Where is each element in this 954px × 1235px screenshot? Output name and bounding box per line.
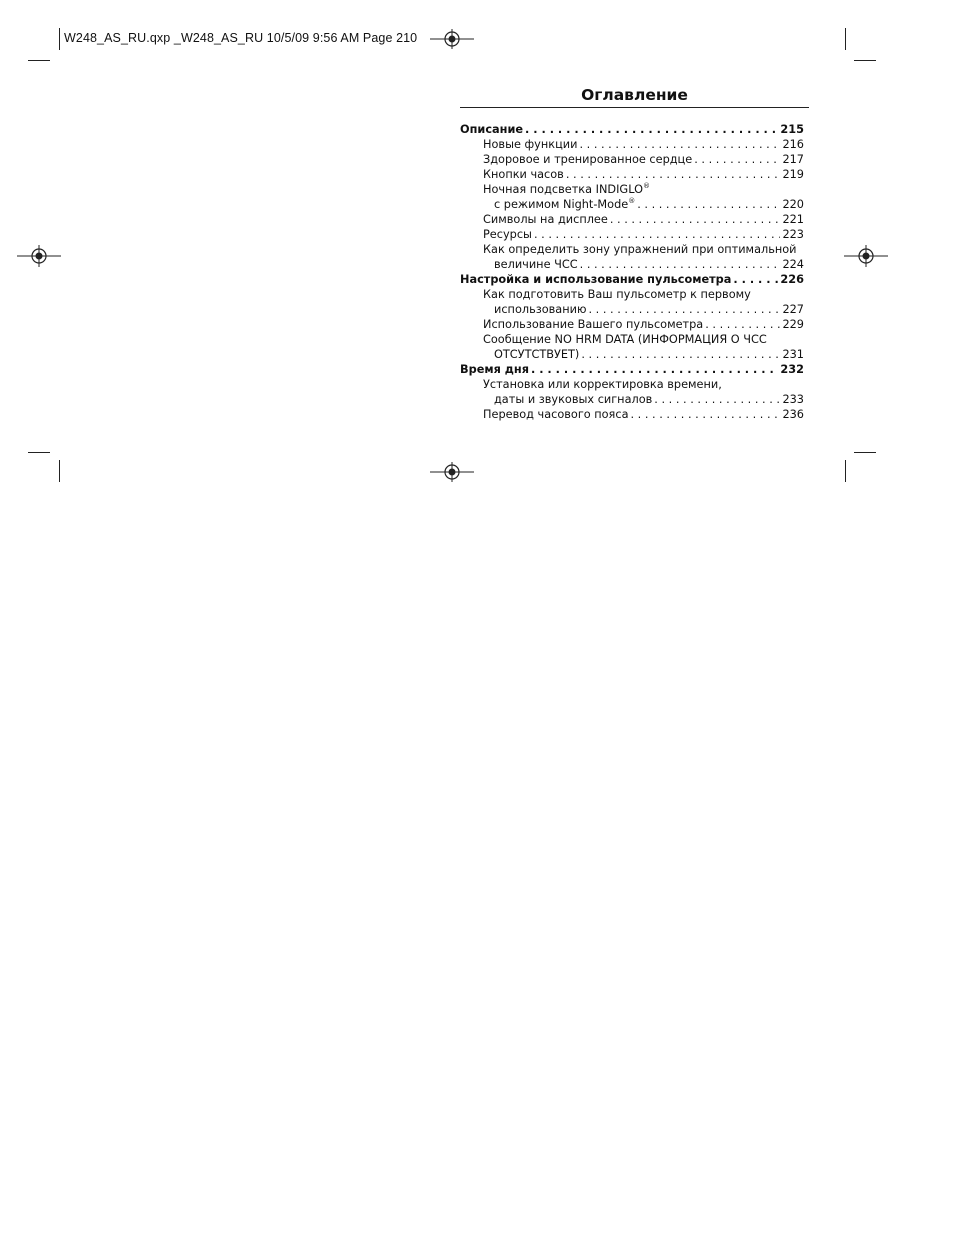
toc-section-label: Описание — [460, 123, 524, 136]
toc-page-number: 216 — [782, 138, 804, 151]
crop-mark — [854, 452, 876, 453]
toc-page-number: 231 — [782, 348, 804, 361]
crop-mark — [28, 60, 50, 61]
leader-dots — [610, 212, 781, 227]
toc-item-label: Ночная подсветка INDIGLO — [483, 183, 643, 196]
crop-mark — [59, 460, 60, 482]
toc-item-label: Как подготовить Ваш пульсометр к первому — [483, 288, 751, 301]
toc-item-first-line[interactable] — [460, 242, 809, 257]
crop-mark — [845, 460, 846, 482]
toc-item[interactable] — [460, 347, 804, 362]
toc-item[interactable] — [460, 227, 804, 242]
toc-item-first-line[interactable] — [460, 287, 809, 302]
table-of-contents — [460, 86, 809, 422]
toc-item-label-continued: величине ЧСС — [494, 258, 578, 271]
toc-page-number: 232 — [780, 363, 804, 376]
toc-item[interactable] — [460, 392, 804, 407]
crop-mark — [854, 60, 876, 61]
toc-item[interactable] — [460, 257, 804, 272]
toc-section-label: Время дня — [460, 363, 529, 376]
toc-item-label: Как определить зону упражнений при оптимальной — [483, 243, 797, 256]
leader-dots — [588, 302, 780, 317]
toc-item-first-line[interactable] — [460, 332, 809, 347]
toc-item-label-continued — [494, 197, 635, 212]
toc-item-label: Кнопки часов — [483, 168, 564, 181]
leader-dots — [705, 317, 780, 332]
toc-page-number: 223 — [782, 228, 804, 241]
toc-item-first-line[interactable] — [460, 377, 809, 392]
toc-item[interactable] — [460, 212, 804, 227]
toc-item-label: Новые функции — [483, 138, 578, 151]
toc-item[interactable] — [460, 317, 804, 332]
toc-item-label: Здоровое и тренированное сердце — [483, 153, 693, 166]
toc-list — [460, 122, 809, 422]
toc-title: Оглавление — [460, 86, 809, 108]
toc-item-label: Сообщение NO HRM DATA (ИНФОРМАЦИЯ О ЧСС — [483, 333, 767, 346]
toc-page-number: 215 — [780, 123, 804, 136]
toc-item-label: Символы на дисплее — [483, 213, 608, 226]
toc-page-number: 227 — [782, 303, 804, 316]
leader-dots — [654, 392, 780, 407]
toc-page-number: 217 — [782, 153, 804, 166]
toc-item[interactable] — [460, 152, 804, 167]
toc-page-number: 220 — [782, 198, 804, 211]
toc-page-number: 224 — [782, 258, 804, 271]
toc-item-label: Установка или корректировка времени, — [483, 378, 722, 391]
toc-item[interactable] — [460, 302, 804, 317]
registration-mark-icon — [17, 245, 61, 267]
registered-mark: ® — [642, 182, 650, 191]
toc-page-number: 221 — [782, 213, 804, 226]
crop-mark — [28, 452, 50, 453]
toc-item-label-text: с режимом Night-Mode — [494, 198, 629, 211]
leader-dots — [581, 347, 780, 362]
toc-item[interactable] — [460, 407, 804, 422]
leader-dots — [566, 167, 781, 182]
toc-page-number: 229 — [782, 318, 804, 331]
toc-page-number: 219 — [782, 168, 804, 181]
toc-page-number: 236 — [782, 408, 804, 421]
toc-section-label: Настройка и использование пульсометра — [460, 273, 732, 286]
crop-mark — [59, 28, 60, 50]
toc-item-label-continued: ОТСУТСТВУЕТ) — [494, 348, 580, 361]
slug-line: W248_AS_RU.qxp _W248_AS_RU 10/5/09 9:56 AM Page 210 — [64, 31, 418, 45]
registered-mark: ® — [628, 197, 636, 206]
toc-item-label: Использование Вашего пульсометра — [483, 318, 704, 331]
leader-dots — [579, 137, 780, 152]
leader-dots — [631, 407, 781, 422]
leader-dots — [525, 122, 778, 137]
leader-dots — [694, 152, 780, 167]
registration-mark-icon — [430, 462, 474, 482]
leader-dots — [531, 362, 778, 377]
toc-section[interactable] — [460, 272, 804, 287]
toc-item-label-continued: даты и звуковых сигналов — [494, 393, 653, 406]
toc-section[interactable] — [460, 122, 804, 137]
toc-item-label: Ресурсы — [483, 228, 532, 241]
toc-page-number: 233 — [782, 393, 804, 406]
toc-item[interactable] — [460, 197, 804, 212]
crop-mark — [845, 28, 846, 50]
leader-dots — [637, 197, 780, 212]
toc-item[interactable] — [460, 167, 804, 182]
toc-item-first-line[interactable] — [460, 182, 809, 197]
toc-item-label-continued: использованию — [494, 303, 587, 316]
leader-dots — [733, 272, 778, 287]
toc-section[interactable] — [460, 362, 804, 377]
leader-dots — [580, 257, 781, 272]
toc-item-label: Перевод часового пояса — [483, 408, 629, 421]
toc-page-number: 226 — [780, 273, 804, 286]
registration-mark-icon — [844, 245, 888, 267]
toc-item[interactable] — [460, 137, 804, 152]
leader-dots — [534, 227, 780, 242]
registration-mark-icon — [430, 29, 474, 49]
